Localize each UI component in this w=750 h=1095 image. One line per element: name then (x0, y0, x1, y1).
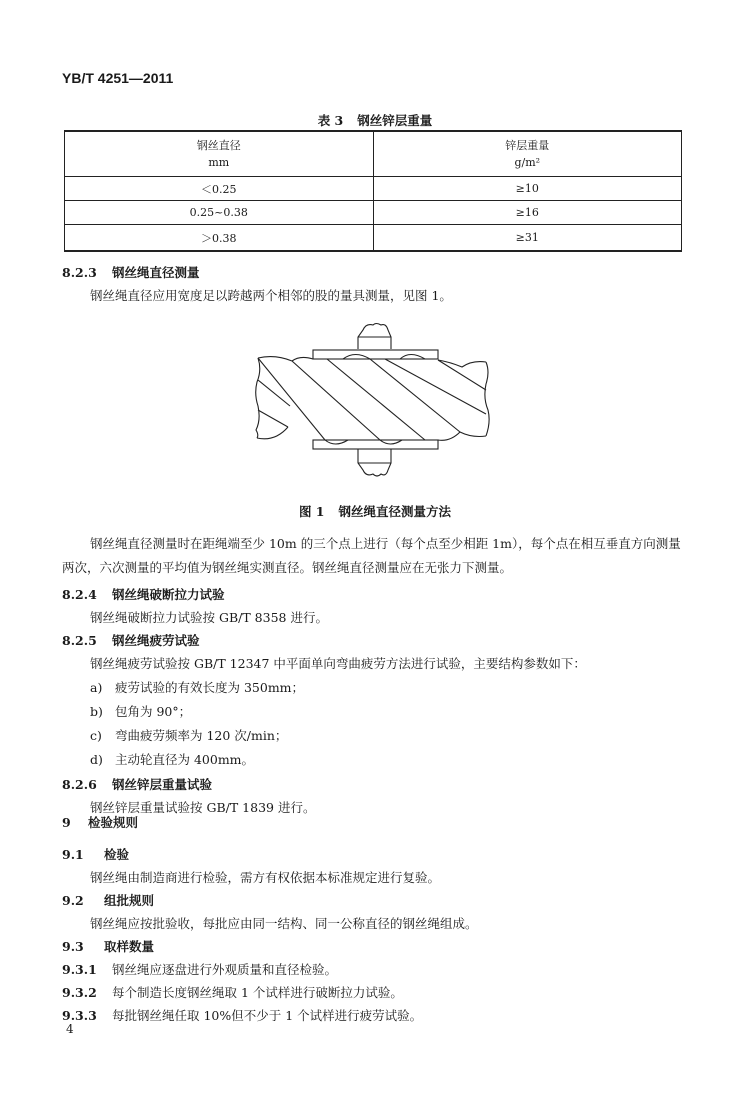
section-title: 钢丝锌层重量试验 (112, 777, 213, 792)
section-text: 钢丝绳破断拉力试验按 GB/T 8358 进行。 (90, 610, 328, 625)
section-number: 8.2.4 (62, 587, 97, 602)
section-text: 钢丝绳应按批验收，每批应由同一结构、同一公称直径的钢丝绳组成。 (90, 916, 478, 931)
figure-title: 钢丝绳直径测量方法 (338, 504, 452, 519)
list-item (90, 726, 287, 744)
section-title: 检验规则 (88, 815, 139, 830)
section-title: 钢丝绳直径测量 (112, 265, 200, 280)
table-caption: 钢丝锌层重量 (357, 113, 433, 128)
section-text: 钢丝绳由制造商进行检验，需方有权依据本标准规定进行复验。 (90, 870, 441, 885)
clause-9-3-2 (62, 983, 403, 1001)
table-cell: ≥10 (373, 177, 682, 201)
list-text: 疲劳试验的有效长度为 350mm； (115, 680, 305, 695)
column-label: 锌层重量 (505, 139, 550, 152)
caliper-top-anvil (313, 350, 438, 359)
section-number: 8.2.3 (62, 265, 97, 280)
section-text: 钢丝绳直径应用宽度足以跨越两个相邻的股的量具测量，见图 1。 (90, 288, 452, 303)
section-number: 9.1 (62, 847, 84, 862)
column-header-diameter (65, 131, 374, 177)
section-number: 9.2 (62, 893, 84, 908)
chapter-heading-9 (62, 813, 138, 831)
list-text: 主动轮直径为 400mm。 (115, 752, 255, 767)
column-unit: g/m² (514, 156, 541, 169)
section-number: 9.3 (62, 939, 84, 954)
section-number: 8.2.5 (62, 633, 97, 648)
section-number: 8.2.6 (62, 777, 97, 792)
list-marker: d) (90, 752, 103, 767)
list-marker: c) (90, 728, 102, 743)
figure-caption (0, 502, 750, 520)
clause-text: 每批钢丝绳任取 10%但不少于 1 个试样进行疲劳试验。 (112, 1008, 423, 1023)
strand-line (292, 361, 380, 440)
clause-text: 钢丝绳应逐盘进行外观质量和直径检验。 (112, 962, 338, 977)
section-title: 检验 (104, 847, 130, 862)
table-row (65, 225, 682, 252)
section-heading-9-3 (62, 937, 154, 955)
section-title: 钢丝绳破断拉力试验 (112, 587, 225, 602)
document-id: YB/T 4251—2011 (62, 70, 174, 86)
list-marker: a) (90, 680, 103, 695)
table-cell: ＜0.25 (65, 177, 374, 201)
clause-number: 9.3.2 (62, 985, 97, 1000)
clause-number: 9.3.3 (62, 1008, 97, 1023)
section-heading-8-2-4 (62, 585, 225, 603)
section-heading-8-2-5 (62, 631, 200, 649)
table-cell: ≥16 (373, 201, 682, 225)
table-cell: ＞0.38 (65, 225, 374, 252)
section-heading-8-2-3 (62, 263, 200, 281)
caliper-bottom-anvil (313, 440, 438, 449)
section-title: 组批规则 (104, 893, 155, 908)
section-title: 取样数量 (104, 939, 155, 954)
column-label: 钢丝直径 (196, 139, 241, 152)
list-text: 包角为 90°； (115, 704, 192, 719)
table-title (0, 111, 750, 129)
section-number: 9 (62, 815, 71, 830)
list-item (90, 678, 304, 696)
section-title: 钢丝绳疲劳试验 (112, 633, 200, 648)
list-marker: b) (90, 704, 103, 719)
table-row (65, 177, 682, 201)
section-heading-9-2 (62, 891, 154, 909)
table-header-row (65, 131, 682, 177)
measurement-paragraph: 钢丝绳直径测量时在距绳端至少 10m 的三个点上进行（每个点至少相距 1m），每个点在相互垂直方向测量两次，六次测量的平均值为钢丝绳实测直径。钢丝绳直径测量应在无张力下测量。 (62, 536, 681, 575)
table-cell: ≥31 (373, 225, 682, 252)
zinc-coating-table (64, 130, 682, 252)
wire-rope-caliper-diagram-icon (230, 310, 520, 480)
column-unit: mm (208, 156, 230, 169)
section-heading-9-1 (62, 845, 129, 863)
list-item (90, 702, 191, 720)
section-text: 钢丝锌层重量试验按 GB/T 1839 进行。 (90, 800, 316, 815)
section-heading-8-2-6 (62, 775, 212, 793)
caliper-top-spindle (358, 324, 391, 350)
section-text: 钢丝绳疲劳试验按 GB/T 12347 中平面单向弯曲疲劳方法进行试验，主要结构参数如下： (90, 656, 586, 671)
table-number: 表 3 (317, 113, 344, 128)
clause-9-3-3 (62, 1006, 422, 1024)
table-cell: 0.25~0.38 (65, 201, 374, 225)
table-row (65, 201, 682, 225)
list-text: 弯曲疲劳频率为 120 次/min； (115, 728, 288, 743)
clause-text: 每个制造长度钢丝绳取 1 个试样进行破断拉力试验。 (112, 985, 403, 1000)
figure-number: 图 1 (298, 504, 325, 519)
clause-9-3-1 (62, 960, 337, 978)
rope-right-end (485, 362, 489, 436)
column-header-coating-weight (373, 131, 682, 177)
strand-line (258, 358, 325, 440)
rope-left-end (256, 358, 260, 438)
list-item (90, 750, 254, 768)
page-number: 4 (66, 1022, 74, 1036)
clause-number: 9.3.1 (62, 962, 97, 977)
